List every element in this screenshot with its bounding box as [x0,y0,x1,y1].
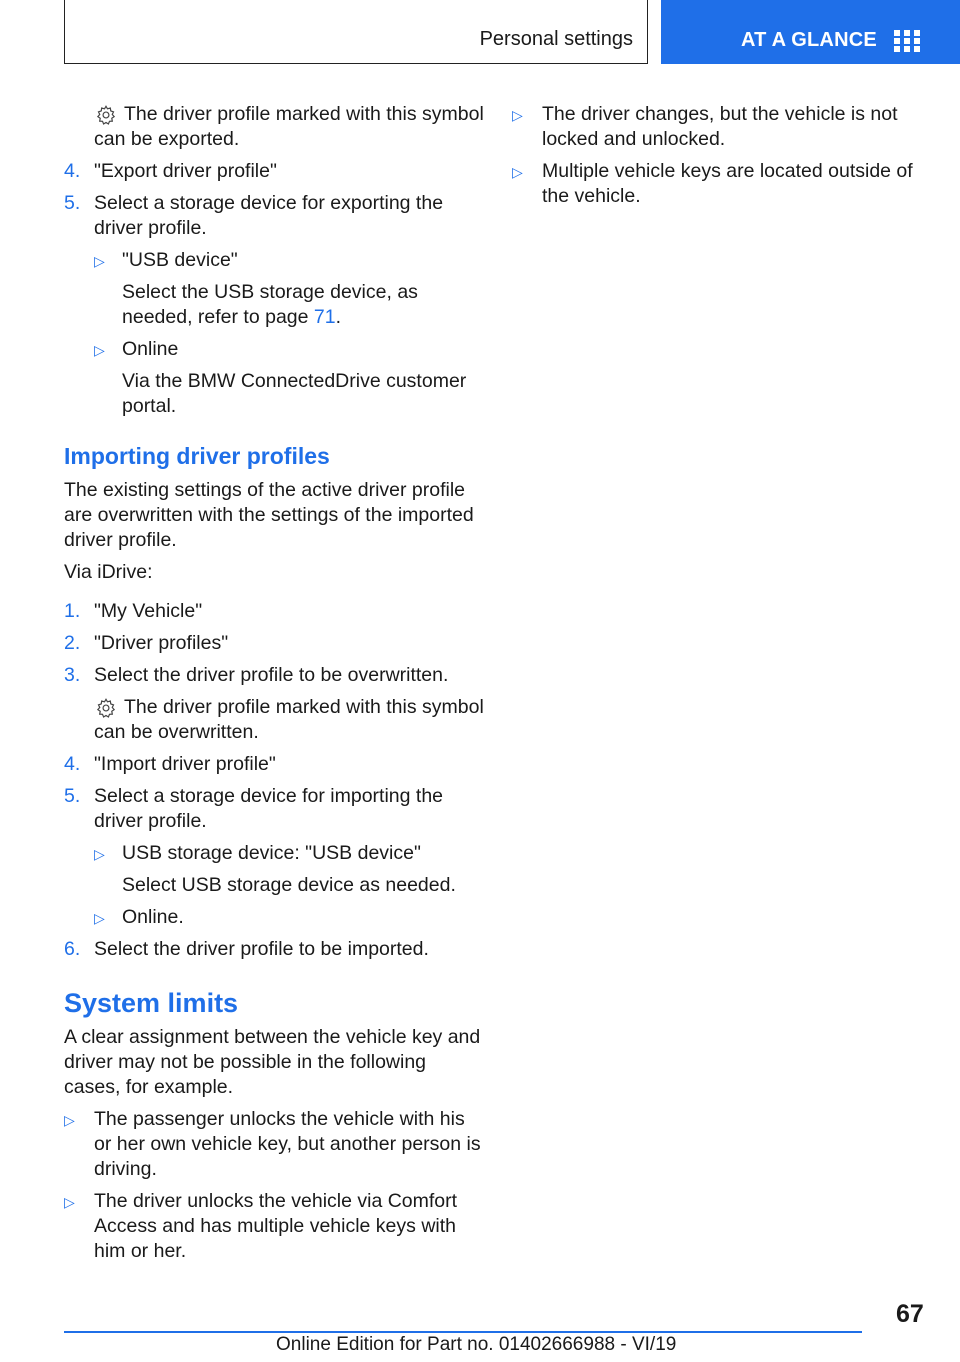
step-number: 5. [64,785,81,807]
system-limits-intro: A clear assignment between the vehicle key and driver may not be possible in the following cases, for example. [64,1026,481,1098]
option-detail: Select USB storage device as needed. [122,874,456,896]
triangle-bullet-icon: ▷ [512,107,523,123]
step-text: "Export driver profile" [94,160,277,182]
step-text: Select a storage device for exporting the driver profile. [94,192,444,239]
header-section-title: Personal settings [479,28,633,50]
import-step-4 [64,752,484,777]
limit-text: Multiple vehicle keys are located outside of the vehicle. [542,160,913,207]
triangle-bullet-icon: ▷ [94,253,105,269]
import-step-1 [64,599,484,624]
import-step-6 [64,937,484,962]
step-number: 1. [64,600,81,622]
triangle-bullet-icon: ▷ [64,1194,75,1210]
export-option-usb [64,248,484,273]
option-detail: Select the USB storage device, as needed, refer to page [122,281,418,328]
limit-text: The driver changes, but the vehicle is not locked and unlocked. [542,103,898,150]
option-text: Online [122,338,179,360]
option-text: USB storage device: "USB device" [122,842,421,864]
limit-item-2 [64,1189,484,1264]
import-option-online [64,905,484,930]
system-limits-heading: System limits [64,988,239,1018]
import-step-3 [64,663,484,688]
importing-heading: Importing driver profiles [64,443,330,469]
export-option-online-detail [64,369,484,419]
header-chapter-title[interactable]: AT A GLANCE [741,29,877,51]
export-step-5 [64,191,484,241]
symbol-note-export-text: The driver profile marked with this symbol can be exported. [94,103,484,150]
page-number: 67 [896,1300,924,1328]
limit-item-3 [512,102,922,152]
limit-text: The passenger unlocks the vehicle with his or her own vehicle key, but another person is driving. [94,1108,481,1180]
step-number: 5. [64,192,81,214]
option-detail: Via the BMW ConnectedDrive customer portal. [122,370,467,417]
symbol-note-import-text: The driver profile marked with this symbol can be overwritten. [94,696,484,743]
triangle-bullet-icon: ▷ [94,342,105,358]
triangle-bullet-icon: ▷ [64,1112,75,1128]
footer-divider [64,1331,862,1333]
step-text: Select a storage device for importing the driver profile. [94,785,444,832]
header-section-box [64,0,648,64]
symbol-note-export [64,102,484,152]
step-text: Select the driver profile to be imported. [94,938,429,960]
triangle-bullet-icon: ▷ [94,846,105,862]
step-number: 4. [64,753,81,775]
step-text: "My Vehicle" [94,600,203,622]
triangle-bullet-icon: ▷ [512,164,523,180]
export-step-4 [64,159,484,184]
triangle-bullet-icon: ▷ [94,910,105,926]
left-column [64,102,484,1271]
limit-text: The driver unlocks the vehicle via Comfort Access and has multiple vehicle keys with him or her. [94,1190,458,1262]
step-number: 6. [64,938,81,960]
limit-item-4 [512,159,922,209]
symbol-note-import [64,695,484,745]
step-number: 4. [64,160,81,182]
right-column [512,102,922,216]
gear-icon [95,697,117,719]
page-reference-link[interactable]: 71 [313,306,336,328]
limit-item-1 [64,1107,484,1182]
import-step-2 [64,631,484,656]
step-text: Select the driver profile to be overwritten. [94,664,449,686]
option-text: "USB device" [122,249,238,271]
importing-intro: The existing settings of the active driver profile are overwritten with the settings of the imported driver profile. [64,479,474,551]
import-step-5 [64,784,484,834]
import-option-usb-detail [64,873,484,898]
step-number: 2. [64,632,81,654]
header-chapter-box[interactable] [661,0,960,64]
step-number: 3. [64,664,81,686]
gear-icon [95,104,117,126]
option-detail-end: . [335,306,342,328]
export-option-usb-detail [64,280,484,330]
export-option-online [64,337,484,362]
via-idrive: Via iDrive: [64,561,153,583]
step-text: "Import driver profile" [94,753,276,775]
option-text: Online. [122,906,184,928]
grid-menu-icon[interactable] [894,30,920,52]
import-option-usb [64,841,484,866]
footer-edition: Online Edition for Part no. 01402666988 - VI/19 [276,1334,677,1355]
step-text: "Driver profiles" [94,632,229,654]
